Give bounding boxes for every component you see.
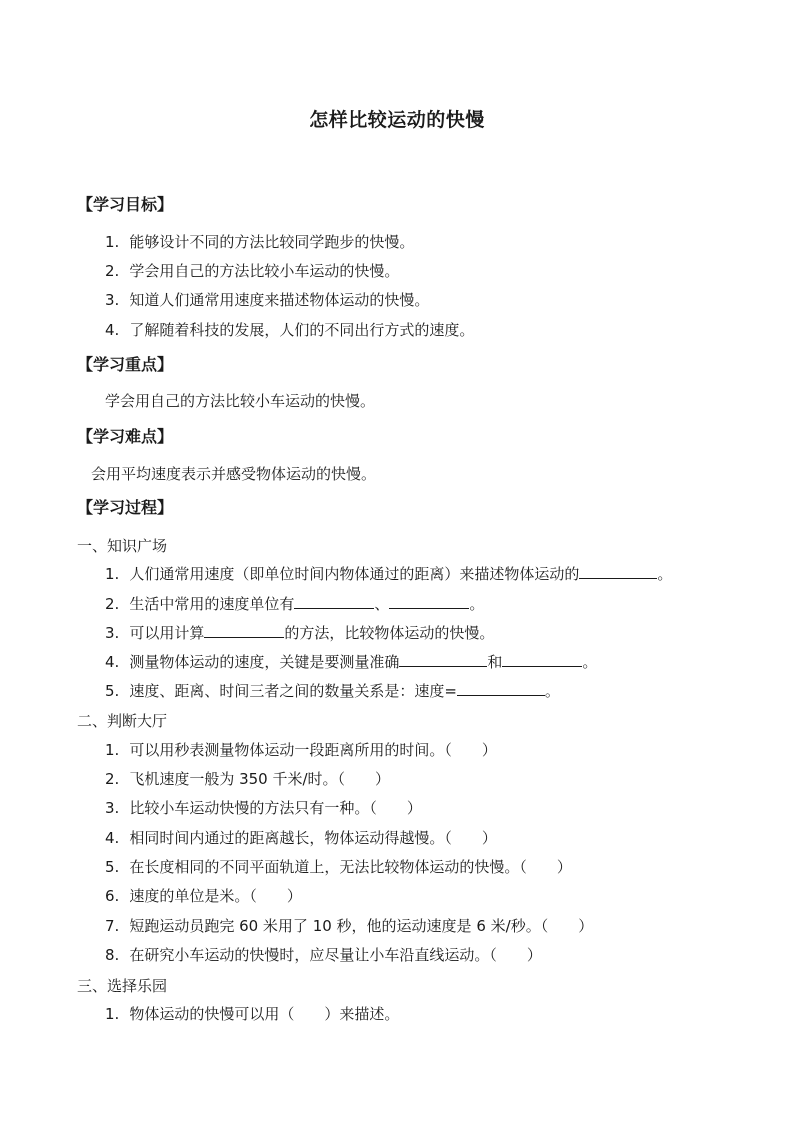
- answer-blank[interactable]: [294, 594, 374, 609]
- goal-item-3: [105, 290, 429, 310]
- judge-item-1: [105, 740, 497, 760]
- item-number: 4.: [105, 829, 120, 847]
- item-text: 比较小车运动快慢的方法只有一种。（ ）: [129, 799, 422, 817]
- answer-blank[interactable]: [457, 681, 545, 696]
- knowledge-item-1: [105, 564, 672, 584]
- item-number: 1.: [105, 1005, 120, 1023]
- item-text: 速度、距离、时间三者之间的数量关系是：速度=: [129, 682, 457, 700]
- item-number: 7.: [105, 917, 120, 935]
- focus-text: 学会用自己的方法比较小车运动的快慢。: [105, 392, 376, 410]
- item-number: 1.: [105, 565, 120, 583]
- item-text-end: 。: [469, 595, 485, 613]
- heading-process: 【学习过程】: [77, 498, 174, 517]
- judge-item-3: [105, 798, 422, 818]
- judge-item-5: [105, 857, 572, 877]
- item-number: 2.: [105, 595, 120, 613]
- judge-item-8: [105, 945, 542, 965]
- judge-item-6: [105, 886, 302, 906]
- item-separator: 、: [374, 595, 390, 613]
- goal-number: 3.: [105, 291, 120, 309]
- goal-item-4: [105, 320, 474, 340]
- goal-text: 学会用自己的方法比较小车运动的快慢。: [129, 262, 400, 280]
- item-number: 8.: [105, 946, 120, 964]
- answer-blank[interactable]: [399, 652, 487, 667]
- item-number: 4.: [105, 653, 120, 671]
- item-separator: 和: [487, 653, 503, 671]
- goal-item-1: [105, 232, 414, 252]
- item-text: 在研究小车运动的快慢时，应尽量让小车沿直线运动。（ ）: [129, 946, 542, 964]
- item-number: 5.: [105, 858, 120, 876]
- judge-item-2: [105, 769, 390, 789]
- section-judge: 二、判断大厅: [77, 712, 168, 730]
- item-text: 生活中常用的速度单位有: [129, 595, 295, 613]
- item-text: 可以用计算: [129, 624, 205, 642]
- goal-text: 能够设计不同的方法比较同学跑步的快慢。: [129, 233, 415, 251]
- item-text-end: 。: [657, 565, 673, 583]
- item-text-end: 。: [582, 653, 598, 671]
- page-title: 怎样比较运动的快慢: [309, 109, 485, 131]
- item-text: 在长度相同的不同平面轨道上，无法比较物体运动的快慢。（ ）: [129, 858, 572, 876]
- item-text: 飞机速度一般为 350 千米/时。（ ）: [129, 770, 391, 788]
- heading-difficulty: 【学习难点】: [77, 427, 174, 446]
- choice-item-1: [105, 1004, 399, 1024]
- item-text: 可以用秒表测量物体运动一段距离所用的时间。（ ）: [129, 741, 497, 759]
- section-knowledge: 一、知识广场: [77, 537, 168, 555]
- heading-goals: 【学习目标】: [77, 195, 174, 214]
- item-text: 短跑运动员跑完 60 米用了 10 秒，他的运动速度是 6 米/秒。（ ）: [129, 917, 594, 935]
- item-text-end: 的方法，比较物体运动的快慢。: [284, 624, 495, 642]
- goal-number: 4.: [105, 321, 120, 339]
- answer-blank[interactable]: [502, 652, 582, 667]
- item-number: 3.: [105, 799, 120, 817]
- item-number: 2.: [105, 770, 120, 788]
- goal-text: 了解随着科技的发展，人们的不同出行方式的速度。: [129, 321, 475, 339]
- knowledge-item-4: [105, 652, 597, 672]
- heading-focus: 【学习重点】: [77, 355, 174, 374]
- knowledge-item-2: [105, 594, 484, 614]
- knowledge-item-3: [105, 623, 494, 643]
- item-number: 3.: [105, 624, 120, 642]
- section-choice: 三、选择乐园: [77, 977, 168, 995]
- judge-item-7: [105, 916, 593, 936]
- answer-blank[interactable]: [579, 564, 657, 579]
- item-number: 1.: [105, 741, 120, 759]
- answer-blank[interactable]: [204, 623, 284, 638]
- judge-item-4: [105, 828, 497, 848]
- difficulty-text: 会用平均速度表示并感受物体运动的快慢。: [91, 465, 377, 483]
- item-text: 速度的单位是米。（ ）: [129, 887, 302, 905]
- goal-number: 2.: [105, 262, 120, 280]
- goal-number: 1.: [105, 233, 120, 251]
- item-number: 6.: [105, 887, 120, 905]
- knowledge-item-5: [105, 681, 560, 701]
- item-text-end: 。: [544, 682, 560, 700]
- answer-blank[interactable]: [389, 594, 469, 609]
- item-text: 测量物体运动的速度，关键是要测量准确: [129, 653, 400, 671]
- goal-item-2: [105, 261, 399, 281]
- goal-text: 知道人们通常用速度来描述物体运动的快慢。: [129, 291, 430, 309]
- item-text: 相同时间内通过的距离越长，物体运动得越慢。（ ）: [129, 829, 497, 847]
- item-text: 人们通常用速度（即单位时间内物体通过的距离）来描述物体运动的: [129, 565, 580, 583]
- item-number: 5.: [105, 682, 120, 700]
- item-text: 物体运动的快慢可以用（ ）来描述。: [129, 1005, 400, 1023]
